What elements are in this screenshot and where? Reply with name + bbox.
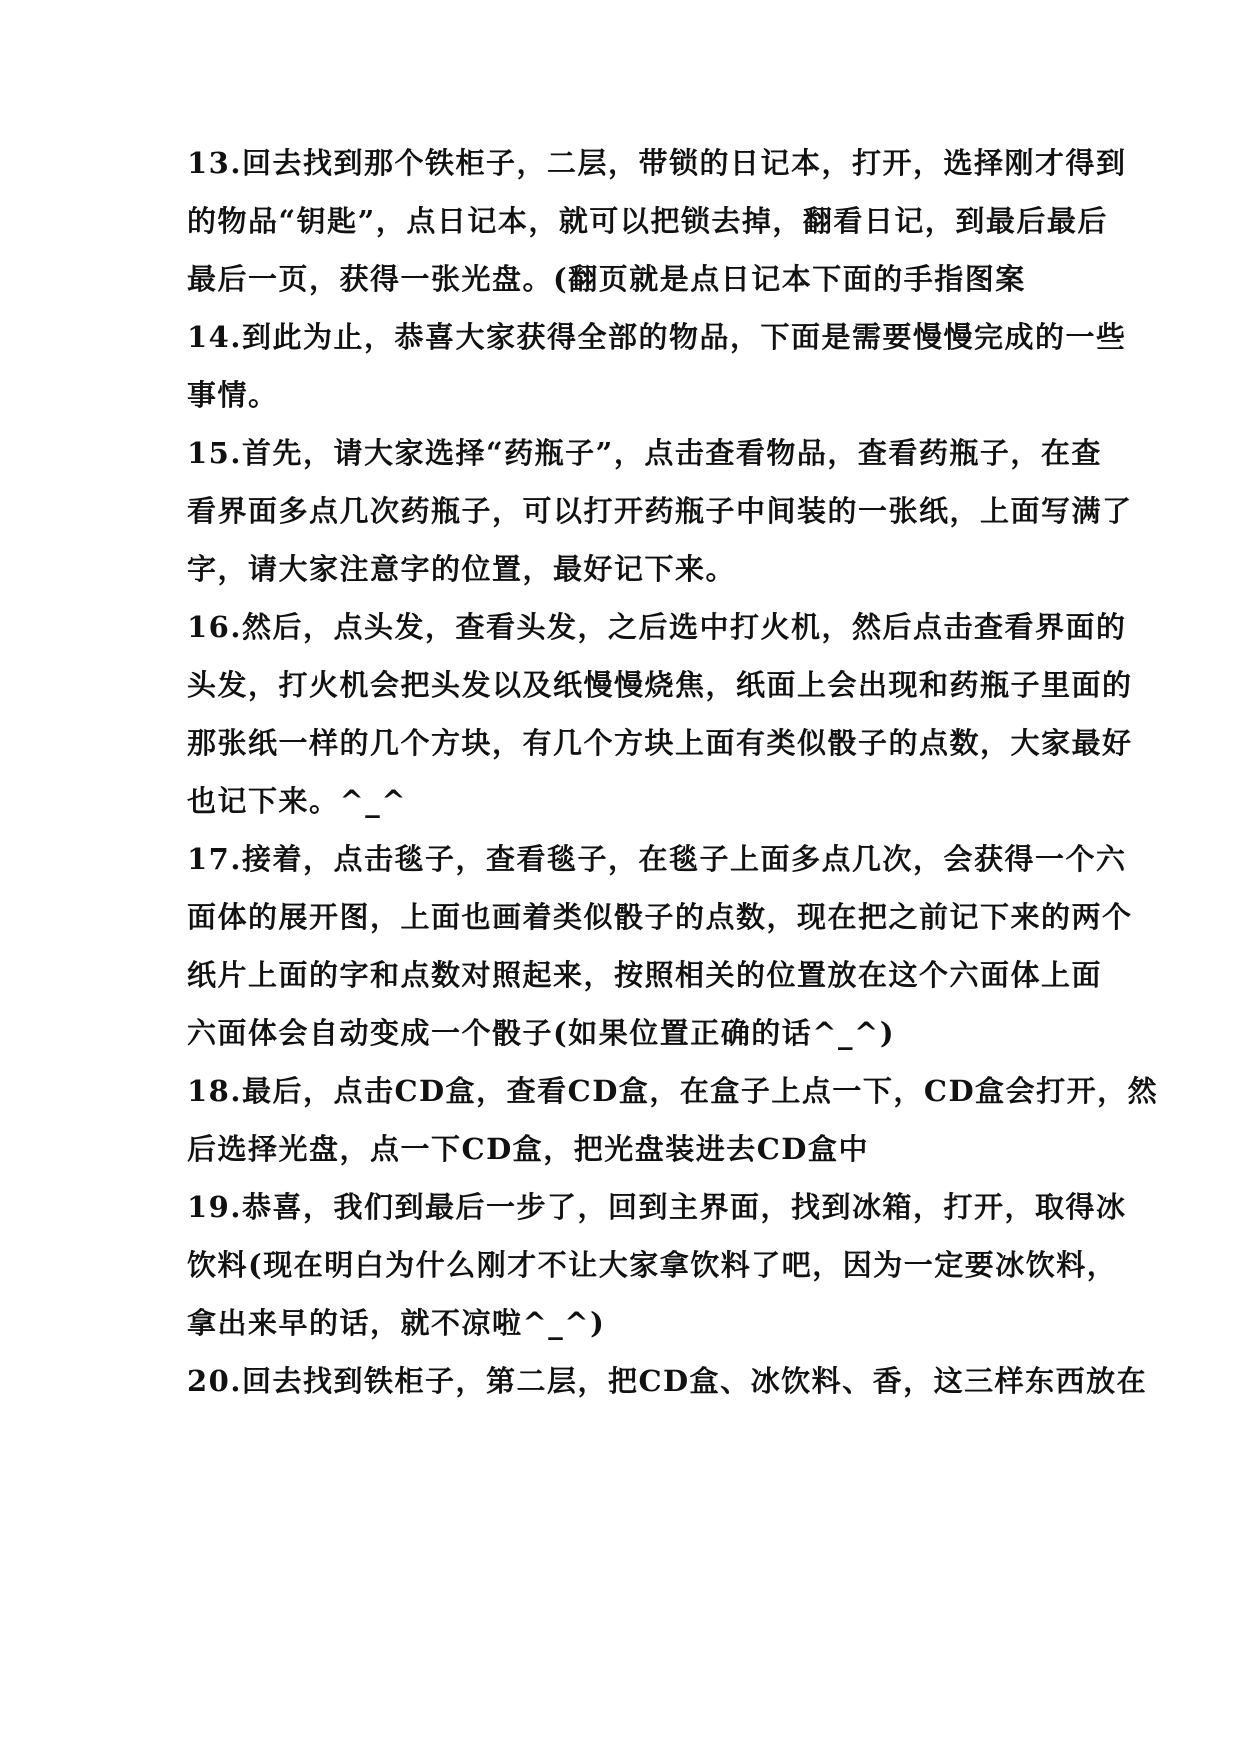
text-line: 也记下来。^_^ [187, 784, 408, 818]
text-line: 17.接着，点击毯子，查看毯子，在毯子上面多点几次，会获得一个六 [187, 842, 1127, 876]
text-line: 18.最后，点击CD盒，查看CD盒，在盒子上点一下，CD盒会打开，然 [187, 1074, 1159, 1108]
text-line: 最后一页，获得一张光盘。(翻页就是点日记本下面的手指图案 [187, 262, 1026, 296]
text-line: 事情。 [187, 378, 279, 412]
text-line: 头发，打火机会把头发以及纸慢慢烧焦，纸面上会出现和药瓶子里面的 [187, 668, 1133, 702]
text-line: 六面体会自动变成一个骰子(如果位置正确的话^_^) [187, 1016, 896, 1050]
text-line: 后选择光盘，点一下CD盒，把光盘装进去CD盒中 [187, 1132, 869, 1166]
text-line: 14.到此为止，恭喜大家获得全部的物品，下面是需要慢慢完成的一些 [187, 320, 1127, 354]
text-line: 拿出来早的话，就不凉啦^_^) [187, 1306, 606, 1340]
text-line: 纸片上面的字和点数对照起来，按照相关的位置放在这个六面体上面 [187, 958, 1103, 992]
text-line: 19.恭喜，我们到最后一步了，回到主界面，找到冰箱，打开，取得冰 [187, 1190, 1127, 1224]
text-line: 面体的展开图，上面也画着类似骰子的点数，现在把之前记下来的两个 [187, 900, 1133, 934]
text-line: 15.首先，请大家选择“药瓶子”，点击查看物品，查看药瓶子，在查 [187, 436, 1102, 470]
text-line: 的物品“钥匙”，点日记本，就可以把锁去掉，翻看日记，到最后最后 [187, 204, 1108, 238]
text-line: 饮料(现在明白为什么刚才不让大家拿饮料了吧，因为一定要冰饮料， [187, 1248, 1118, 1282]
text-line: 字，请大家注意字的位置，最好记下来。 [187, 552, 737, 586]
text-line: 20.回去找到铁柜子，第二层，把CD盒、冰饮料、香，这三样东西放在 [187, 1364, 1148, 1398]
text-line: 13.回去找到那个铁柜子，二层，带锁的日记本，打开，选择刚才得到 [187, 146, 1127, 180]
text-line: 16.然后，点头发，查看头发，之后选中打火机，然后点击查看界面的 [187, 610, 1127, 644]
text-line: 看界面多点几次药瓶子，可以打开药瓶子中间装的一张纸，上面写满了 [187, 494, 1133, 528]
text-line: 那张纸一样的几个方块，有几个方块上面有类似骰子的点数，大家最好 [187, 726, 1133, 760]
